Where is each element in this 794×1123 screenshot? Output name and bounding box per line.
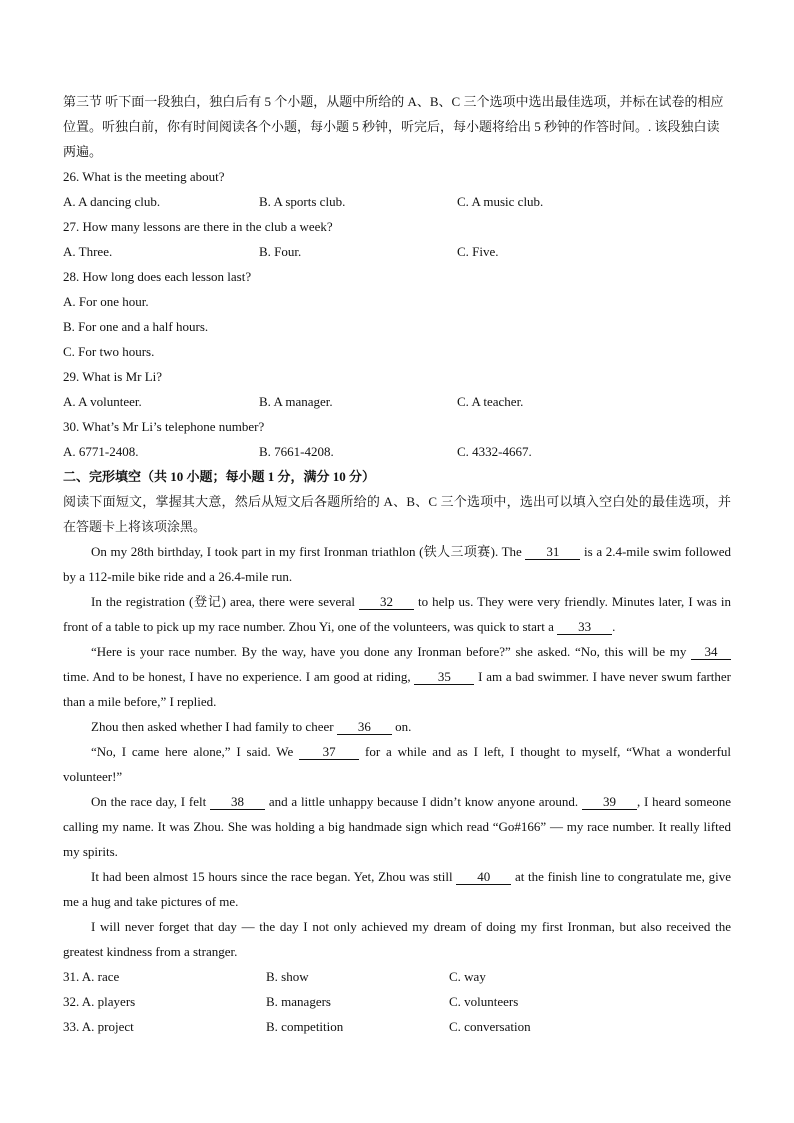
option-b[interactable]: B. A manager. xyxy=(259,394,333,409)
option-a[interactable]: 32. A. players xyxy=(63,994,136,1009)
blank-34[interactable]: 34 xyxy=(691,645,731,660)
passage-paragraph-4: Zhou then asked whether I had family to cheer 36 on. xyxy=(91,719,412,734)
option-b[interactable]: B. competition xyxy=(266,1019,344,1034)
cloze-question-32-options xyxy=(63,989,731,1014)
section3-instructions: 第三节 听下面一段独白，独白后有 5 个小题，从题中所给的 A、B、C 三个选项中选出最佳选项，并标在试卷的相应位置。听独白前，你有时间阅读各个小题，每小题 5 秒钟，听完后，每小题将给出 5 秒钟的作答时间。. 该段独白读两遍。 xyxy=(63,94,724,159)
option-a[interactable]: A. For one hour. xyxy=(63,294,149,309)
passage-paragraph-5: “No, I came here alone,” I said. We 37 for a while and as I left, I thought to myself, “What a wonderful volunteer!” xyxy=(63,744,732,784)
question-30-stem: 30. What’s Mr Li’s telephone number? xyxy=(63,419,265,434)
option-a[interactable]: A. 6771-2408. xyxy=(63,444,139,459)
passage-paragraph-3: “Here is your race number. By the way, have you done any Ironman before?” she asked. “No, this will be my 34 time. And to be honest, I have no experience. I am good at riding, 35 I am a bad swimmer. I have never swum farther than a mile before,” I replied. xyxy=(63,644,732,709)
cloze-question-31-options xyxy=(63,964,731,989)
option-c[interactable]: C. Five. xyxy=(457,244,499,259)
question-30-options xyxy=(63,439,731,464)
passage-paragraph-1: On my 28th birthday, I took part in my first Ironman triathlon (铁人三项赛). The 31 is a 2.4-mile swim followed by a 112-mile bike ride and a 26.4-mile run. xyxy=(63,544,732,584)
question-29-stem: 29. What is Mr Li? xyxy=(63,369,163,384)
part2-instructions: 阅读下面短文，掌握其大意，然后从短文后各题所给的 A、B、C 三个选项中，选出可以填入空白处的最佳选项，并在答题卡上将该项涂黑。 xyxy=(63,494,731,534)
passage-paragraph-6: On the race day, I felt 38 and a little unhappy because I didn’t know anyone around. 39 , I heard someone calling my name. It was Zhou. She was holding a big handmade sign which read “Go#166” — my race number. It really lifted my spirits. xyxy=(63,794,732,859)
blank-39[interactable]: 39 xyxy=(582,795,637,810)
blank-36[interactable]: 36 xyxy=(337,720,392,735)
option-b[interactable]: B. show xyxy=(266,969,309,984)
option-b[interactable]: B. Four. xyxy=(259,244,302,259)
passage-paragraph-8: I will never forget that day — the day I not only achieved my dream of doing my first Ironman, but also received the greatest kindness from a stranger. xyxy=(63,919,731,959)
option-c[interactable]: C. way xyxy=(449,969,486,984)
option-c[interactable]: C. volunteers xyxy=(449,994,519,1009)
option-a[interactable]: A. A dancing club. xyxy=(63,194,161,209)
question-28-stem: 28. How long does each lesson last? xyxy=(63,269,252,284)
question-29-options xyxy=(63,389,731,414)
question-27-options xyxy=(63,239,731,264)
blank-32[interactable]: 32 xyxy=(359,595,414,610)
option-c[interactable]: C. A music club. xyxy=(457,194,544,209)
option-c[interactable]: C. A teacher. xyxy=(457,394,524,409)
cloze-question-33-options xyxy=(63,1014,731,1039)
option-a[interactable]: 31. A. race xyxy=(63,969,120,984)
blank-31[interactable]: 31 xyxy=(525,545,580,560)
option-a[interactable]: 33. A. project xyxy=(63,1019,134,1034)
option-b[interactable]: B. For one and a half hours. xyxy=(63,319,209,334)
question-27-stem: 27. How many lessons are there in the club a week? xyxy=(63,219,333,234)
passage-paragraph-7: It had been almost 15 hours since the race began. Yet, Zhou was still 40 at the finish line to congratulate me, give me a hug and take pictures of me. xyxy=(63,869,732,909)
option-c[interactable]: C. 4332-4667. xyxy=(457,444,532,459)
option-b[interactable]: B. managers xyxy=(266,994,331,1009)
blank-33[interactable]: 33 xyxy=(557,620,612,635)
passage-paragraph-2: In the registration (登记) area, there were several 32 to help us. They were very friendly. Minutes later, I was in front of a table to pick up my race number. Zhou Yi, one of the volunteers, was quick to start a 33 . xyxy=(63,594,732,634)
blank-40[interactable]: 40 xyxy=(456,870,511,885)
question-26-options xyxy=(63,189,731,214)
option-b[interactable]: B. A sports club. xyxy=(259,194,346,209)
question-26-stem: 26. What is the meeting about? xyxy=(63,169,225,184)
option-b[interactable]: B. 7661-4208. xyxy=(259,444,334,459)
blank-35[interactable]: 35 xyxy=(414,670,474,685)
option-a[interactable]: A. Three. xyxy=(63,244,113,259)
option-c[interactable]: C. conversation xyxy=(449,1019,531,1034)
exam-page xyxy=(63,89,731,1039)
option-a[interactable]: A. A volunteer. xyxy=(63,394,142,409)
blank-38[interactable]: 38 xyxy=(210,795,265,810)
part2-heading: 二、完形填空（共 10 小题；每小题 1 分，满分 10 分） xyxy=(63,469,376,484)
blank-37[interactable]: 37 xyxy=(299,745,359,760)
option-c[interactable]: C. For two hours. xyxy=(63,344,155,359)
